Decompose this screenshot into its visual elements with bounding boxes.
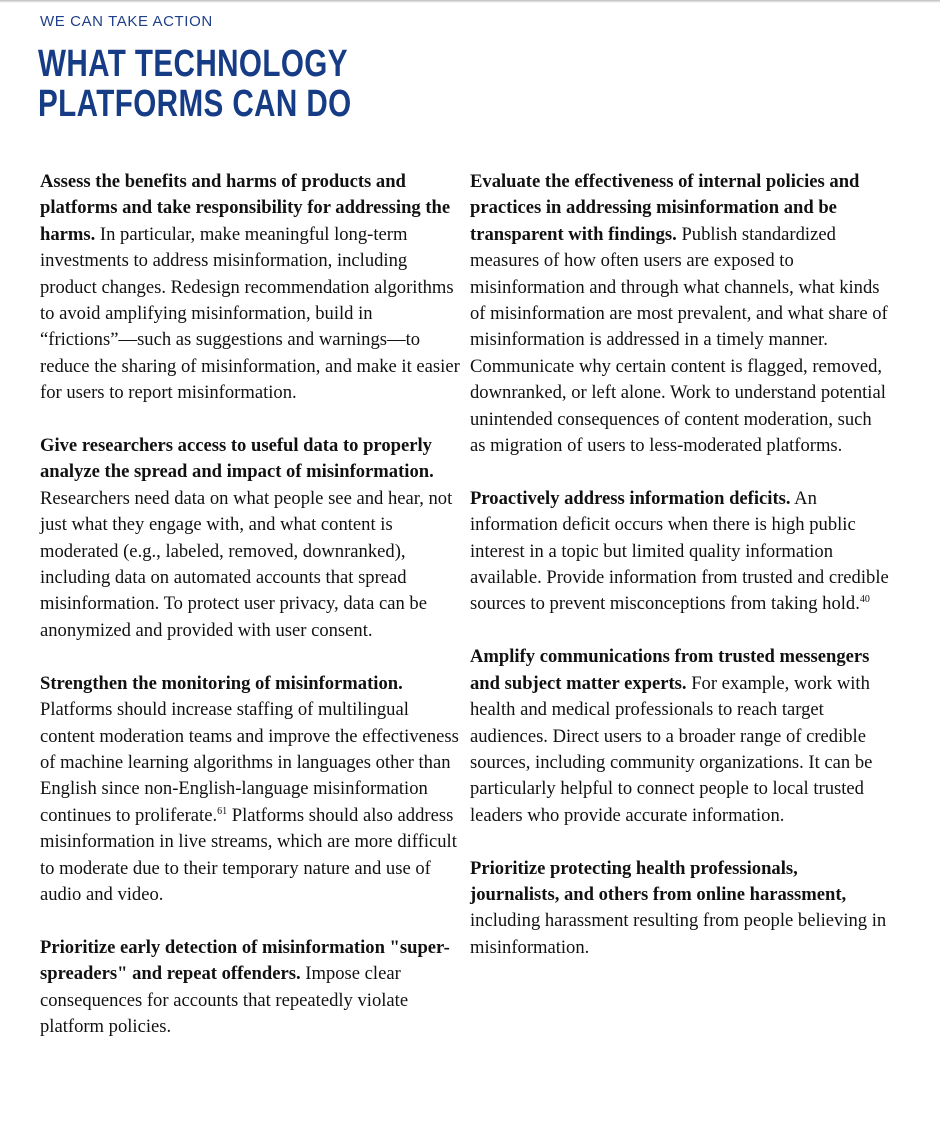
footnote-ref: 61 <box>217 805 228 817</box>
paragraph-lead: Prioritize early detection of misinformation "super-spreaders" and repeat offenders. <box>40 936 450 985</box>
paragraph-body-continued: Platforms should also address misinformation in live streams, which are more difficult to moderate due to their temporary nature and use of audio and video. <box>40 804 457 905</box>
paragraph-assess-benefits <box>40 169 460 407</box>
paragraph-lead: Strengthen the monitoring of misinformation. <box>40 672 403 694</box>
paragraph-body: In particular, make meaningful long-term investments to address misinformation, including product changes. Redesign recommendation algorithms to avoid amplifying misinformation, build in “frictions”—such as suggestions and warnings—to reduce the sharing of misinformation, and make it easier for users to report misinformation. <box>40 223 460 404</box>
page-title-line-1: WHAT TECHNOLOGY <box>38 43 348 85</box>
section-eyebrow: WE CAN TAKE ACTION <box>40 13 213 30</box>
paragraph-body: An information deficit occurs when there is high public interest in a topic but limited quality information available. Provide information from trusted and credible sources to prevent misconceptions from taking hold. <box>470 487 889 615</box>
paragraph-evaluate-effectiveness <box>470 169 890 459</box>
paragraph-body: Platforms should increase staffing of multilingual content moderation teams and improve the effectiveness of machine learning algorithms in languages other than English since non-English-language misinformation continues to proliferate. <box>40 699 459 826</box>
top-rule <box>0 0 940 3</box>
paragraph-lead: Evaluate the effectiveness of internal policies and practices in addressing misinformation and be transparent with findings. <box>470 171 860 245</box>
paragraph-lead: Assess the benefits and harms of products and platforms and take responsibility for addressing the harms. <box>40 171 451 245</box>
paragraph-lead: Amplify communications from trusted messengers and subject matter experts. <box>470 646 870 694</box>
paragraph-information-deficits <box>470 486 890 618</box>
paragraph-researcher-access <box>40 433 460 644</box>
page-title-line-2: PLATFORMS CAN DO <box>38 83 352 125</box>
paragraph-body: For example, work with health and medical professionals to reach target audiences. Direct users to a broader range of credible sources, including community organizations. It can be particularly helpful to connect people to local trusted leaders who provide accurate information. <box>470 672 873 826</box>
paragraph-lead: Give researchers access to useful data to properly analyze the spread and impact of misinformation. <box>40 435 434 483</box>
paragraph-protect-professionals <box>470 856 890 962</box>
left-column <box>40 169 460 1067</box>
page-title <box>38 44 352 124</box>
right-column <box>470 169 890 988</box>
footnote-ref: 40 <box>859 594 870 606</box>
paragraph-lead: Prioritize protecting health professionals, journalists, and others from online harassment, <box>470 857 847 905</box>
paragraph-lead: Proactively address information deficits. <box>470 487 791 509</box>
paragraph-body: Impose clear consequences for accounts that repeatedly violate platform policies. <box>40 963 409 1037</box>
paragraph-body: Publish standardized measures of how often users are exposed to misinformation and through what channels, what kinds of misinformation are most prevalent, and what share of misinformation is addressed in a timely manner. Communicate why certain content is flagged, removed, downranked, or left alone. Work to understand potential unintended consequences of content moderation, such as migration of users to less-moderated platforms. <box>470 223 888 457</box>
paragraph-body: Researchers need data on what people see and hear, not just what they engage with, and what content is moderated (e.g., labeled, removed, downranked), including data on automated accounts that spread misinformation. To protect user privacy, data can be anonymized and provided with user consent. <box>40 487 453 641</box>
paragraph-strengthen-monitoring <box>40 671 460 909</box>
paragraph-amplify-communications <box>470 644 890 829</box>
paragraph-body: including harassment resulting from people believing in misinformation. <box>470 910 887 958</box>
paragraph-super-spreaders <box>40 935 460 1041</box>
